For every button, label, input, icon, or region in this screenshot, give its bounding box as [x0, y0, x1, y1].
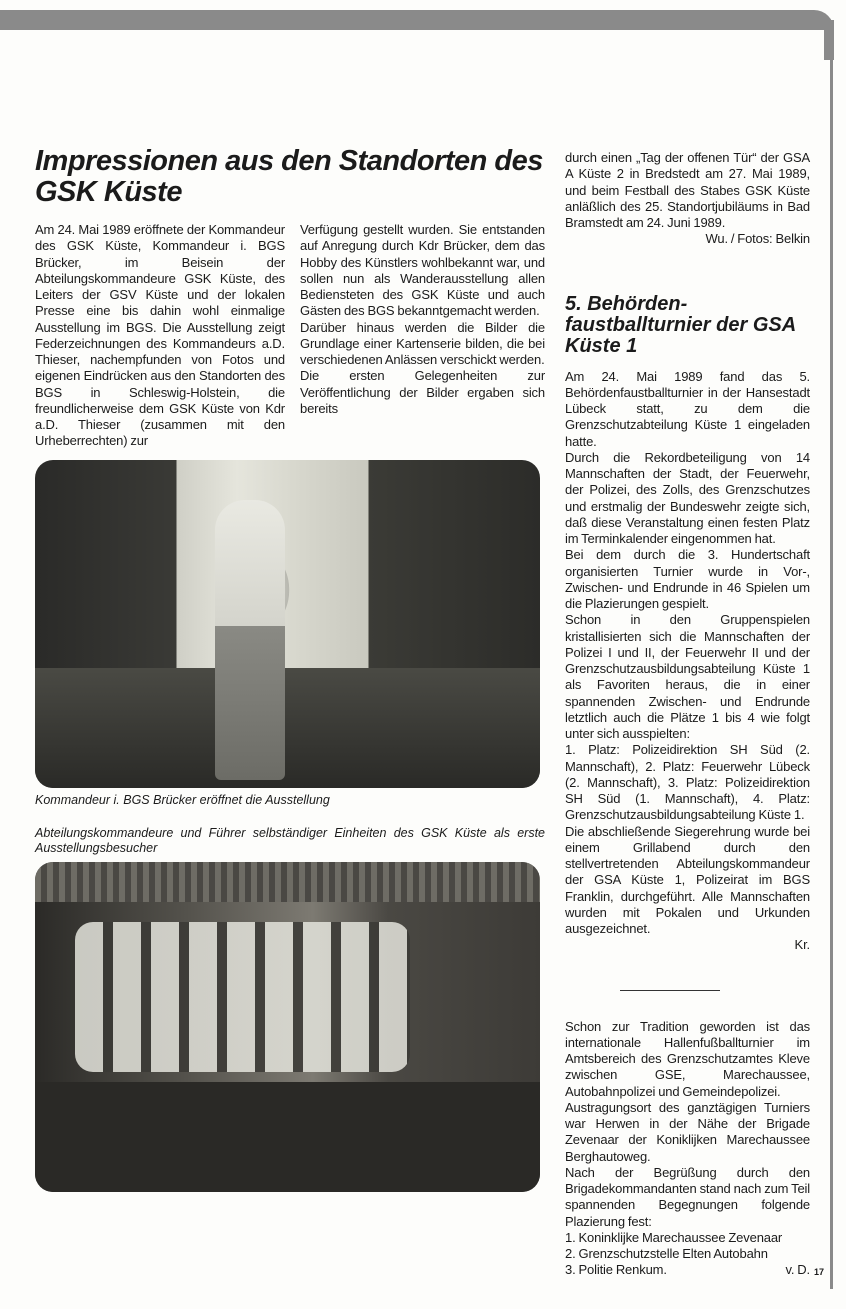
- paragraph: Verfügung gestellt wurden. Sie entstanden auf Anregung durch Kdr Brücker, dem das Hobby des Künstlers wohlbekannt war, und sollen nun als Wanderausstellung allen Bediensteten des GSK Küste und auch Gästen des BGS bekanntgemacht werden.: [300, 222, 545, 319]
- page-frame-line: [830, 50, 833, 1289]
- photo-caption-1: Kommandeur i. BGS Brücker eröffnet die Ausstellung: [35, 792, 330, 807]
- article-column-3: [565, 150, 810, 248]
- article-title: Impressionen aus den Standorten des GSK Küste: [35, 145, 543, 208]
- paragraph: Darüber hinaus werden die Bilder die Grundlage einer Kartenserie bilden, die bei verschiedenen Anlässen verschickt werden.: [300, 319, 545, 367]
- ranking-last-row: [565, 1262, 810, 1278]
- article-column-1: [35, 222, 285, 450]
- paragraph: Austragungsort des ganztägigen Turniers war Herwen in der Nähe der Brigade Zevenaar der Koniklijken Marechaussee Berghautoweg.: [565, 1099, 810, 1164]
- right-column: [565, 150, 810, 1279]
- paragraph: Die ersten Gelegenheiten zur Veröffentlichung der Bilder ergaben sich bereits: [300, 368, 545, 416]
- article-column-2: [300, 222, 545, 450]
- page-number: 17: [814, 1267, 825, 1277]
- ranking-item: 3. Politie Renkum.: [565, 1262, 667, 1278]
- page-frame-band: [0, 10, 834, 30]
- ranking-item: 1. Koninklijke Marechaussee Zevenaar: [565, 1229, 783, 1245]
- article3-body: [565, 1019, 810, 1279]
- paragraph: Die abschließende Siegerehrung wurde bei einem Grillabend durch den stellvertretenden Abteilungskommandeur der GSA Küste 1, Polizeirat im BGS Franklin, durchgeführt. Alle Mannschaften wurden mit Pokalen und Urkunden ausgezeichnet.: [565, 823, 810, 936]
- paragraph: Schon in den Gruppenspielen kristallisierten sich die Mannschaften der Polizei I und II, der Feuerwehr II und der Grenzschutzausbildungsabteilung Küste 1 als Favoriten heraus, die in einer spannenden Zwischen- und Endrunde letztlich auch die Plätze 1 bis 4 wie folgt unter sich ausspielten:: [565, 612, 810, 741]
- section-divider: [620, 990, 720, 991]
- paragraph: 1. Platz: Polizeidirektion SH Süd (2. Mannschaft), 2. Platz: Feuerwehr Lübeck (2. Mannschaft), 3. Platz: Polizeidirektion SH Süd (1. Mannschaft), 4. Platz: Grenzschutzausbildungsabteilung Küste 1.: [565, 742, 810, 823]
- ranking-item: 2. Grenzschutzstelle Elten Autobahn: [565, 1246, 768, 1261]
- paragraph: Bei dem durch die 3. Hundertschaft organisierten Turnier wurde in Vor-, Zwischen- und Endrunde in 46 Spielen um die Plazierungen gespielt.: [565, 547, 810, 611]
- photo-credit: Wu. / Fotos: Belkin: [705, 231, 810, 247]
- photo-caption-2: Abteilungskommandeure und Führer selbständiger Einheiten des GSK Küste als erste Ausstellungsbesucher: [35, 825, 545, 855]
- photo-exhibition-visitors: [35, 862, 540, 1192]
- paragraph: Durch die Rekordbeteiligung von 14 Mannschaften der Stadt, der Feuerwehr, der Polizei, des Zolls, des Grenzschutzes und erstmalig der Bundeswehr zeigte sich, daß diese Veranstaltung einen festen Platz im Terminkalender eingenommen hat.: [565, 449, 810, 546]
- article2-body: [565, 369, 810, 954]
- paragraph: Am 24. Mai 1989 eröffnete der Kommandeur des GSK Küste, Kommandeur i. BGS Brücker, im Beisein der Abteilungskommandeure GSK Küste, des Leiters der GSV Küste und der lokalen Presse eine bis dahin wohl einmalige Ausstellung im BGS. Die Ausstellung zeigt Federzeichnungen des Kommandeurs a.D. Thieser, nachempfunden von Fotos und eigenen Eindrücken aus den Standorten des BGS in Schleswig-Holstein, die freundlicherweise dem GSK Küste von Kdr a.D. Thieser (zusammen mit den Urheberrechten) zur: [35, 222, 285, 449]
- paragraph: Schon zur Tradition geworden ist das internationale Hallenfußballturnier im Amtsbereich des Grenzschutzamtes Kleve zwischen GSE, Marechaussee, Autobahnpolizei und Gemeindepolizei.: [565, 1018, 810, 1099]
- article-columns: [35, 222, 545, 450]
- article2-title: 5. Behörden-faustballturnier der GSA Küste 1: [565, 292, 796, 357]
- photo-exhibition-opening: [35, 460, 540, 788]
- author-signature: v. D.: [785, 1262, 810, 1278]
- main-article: [35, 146, 545, 1192]
- paragraph: Am 24. Mai 1989 fand das 5. Behördenfaustballturnier in der Hansestadt Lübeck statt, zu dem die Grenzschutzabteilung Küste 1 eingeladen hatte.: [565, 368, 810, 449]
- paragraph: durch einen „Tag der offenen Tür“ der GSA A Küste 2 in Bredstedt am 27. Mai 1989, und beim Festball des Stabes GSK Küste anläßlich des 25. Standortjubiläums in Bad Bramstedt am 24. Juni 1989.: [565, 150, 810, 230]
- author-signature: Kr.: [794, 937, 810, 953]
- paragraph: Nach der Begrüßung durch den Brigadekommandanten stand nach zum Teil spannenden Begegnungen folgende Plazierung fest:: [565, 1164, 810, 1229]
